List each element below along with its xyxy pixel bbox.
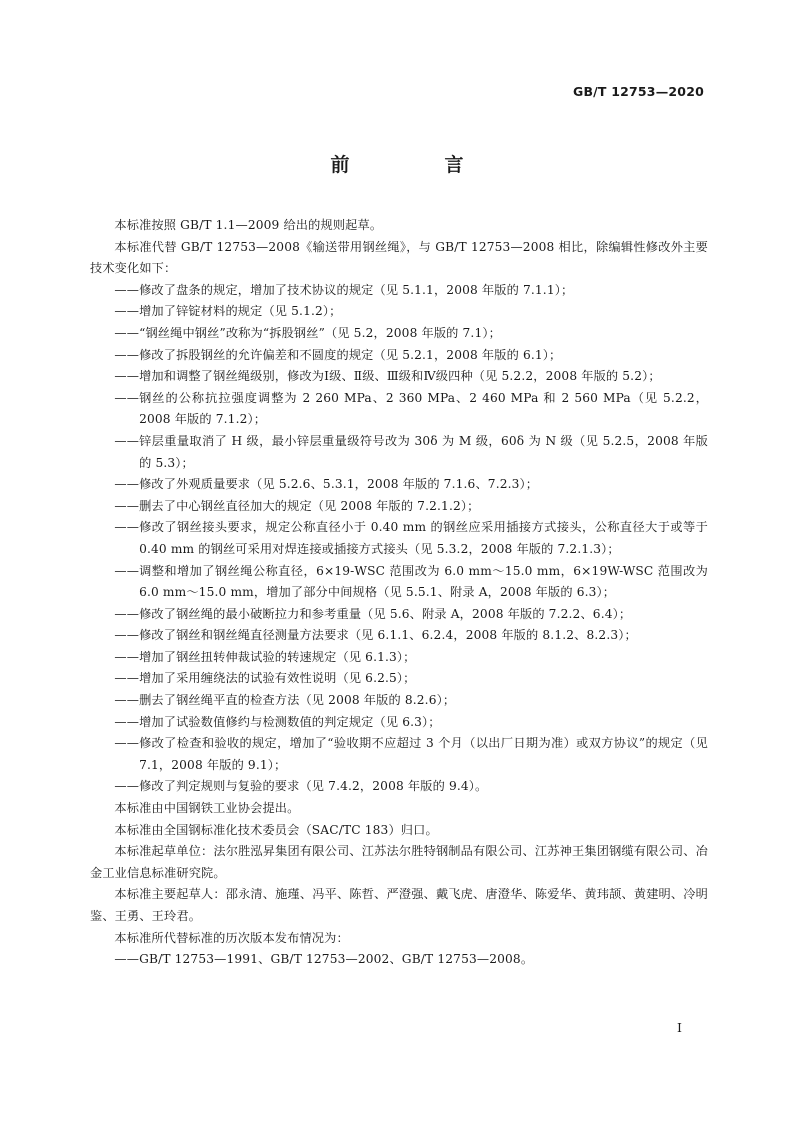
change-text: 增加了采用缠绕法的试验有效性说明（见 6.2.5）； xyxy=(139,671,416,686)
change-text: 增加和调整了钢丝绳级别，修改为Ⅰ级、Ⅱ级、Ⅲ级和Ⅳ级四种（见 5.2.2，2008 年版的 5.2）； xyxy=(139,369,661,384)
change-item xyxy=(90,561,708,604)
dash-marker: —— xyxy=(114,520,140,535)
dash-marker: —— xyxy=(114,606,140,621)
change-item xyxy=(90,517,708,560)
foreword-body xyxy=(90,215,708,971)
page-number: Ⅰ xyxy=(677,1020,682,1035)
change-text: 删去了中心钢丝直径加大的规定（见 2008 年版的 7.2.1.2）； xyxy=(139,498,480,513)
history-intro-paragraph: 本标准所代替标准的历次版本发布情况为： xyxy=(114,930,349,945)
change-item xyxy=(90,776,708,798)
dash-marker: —— xyxy=(114,952,140,967)
changes-list xyxy=(90,280,708,798)
intro-paragraph: 本标准代替 GB/T 12753—2008《输送带用钢丝绳》，与 GB/T 12753—2008 相比，除编辑性修改外主要技术变化如下： xyxy=(90,239,708,276)
dash-marker: —— xyxy=(114,282,140,297)
change-text: 增加了钢丝扭转伸裁试验的转速规定（见 6.1.3）； xyxy=(139,649,416,664)
history-item xyxy=(90,949,708,971)
change-text: 调整和增加了钢丝绳公称直径，6×19-WSC 范围改为 6.0 mm～15.0 mm，6×19W-WSC 范围改为 6.0 mm～15.0 mm，增加了部分中间规格（见 5.5.1、附录 A，2008 年版的 6.3）； xyxy=(139,563,708,600)
change-item xyxy=(90,625,708,647)
change-item xyxy=(90,733,708,776)
change-text: 增加了锌锭材料的规定（见 5.1.2）； xyxy=(139,304,342,319)
change-item xyxy=(90,474,708,496)
change-item xyxy=(90,496,708,518)
history-text: GB/T 12753—1991、GB/T 12753—2002、GB/T 12753—2008。 xyxy=(139,952,534,967)
change-item xyxy=(90,323,708,345)
change-text: 钢丝的公称抗拉强度调整为 2 260 MPa、2 360 MPa、2 460 MPa 和 2 560 MPa（见 5.2.2，2008 年版的 7.1.2）； xyxy=(139,390,708,427)
change-item xyxy=(90,366,708,388)
change-item xyxy=(90,668,708,690)
dash-marker: —— xyxy=(114,498,140,513)
proposer-paragraph: 本标准由中国钢铁工业协会提出。 xyxy=(114,801,300,816)
change-text: 修改了钢丝接头要求，规定公称直径小于 0.40 mm 的钢丝应采用插接方式接头，公称直径大于或等于 0.40 mm 的钢丝可采用对焊连接或插接方式接头（见 5.3.2，2008 年版的 7.2.1.3）； xyxy=(139,520,708,556)
dash-marker: —— xyxy=(114,693,140,708)
change-item xyxy=(90,647,708,669)
change-item xyxy=(90,604,708,626)
dash-marker: —— xyxy=(114,628,140,643)
drafting-units-paragraph: 本标准起草单位：法尔胜泓昇集团有限公司、江苏法尔胜特钢制品有限公司、江苏神王集团钢缆有限公司、冶金工业信息标准研究院。 xyxy=(90,844,708,880)
change-text: 锌层重量取消了 H 级，最小锌层重量级符号改为 30δ 为 M 级，60δ 为 N 级（见 5.2.5，2008 年版的 5.3）； xyxy=(139,433,708,470)
dash-marker: —— xyxy=(114,671,140,686)
change-text: 修改了外观质量要求（见 5.2.6、5.3.1，2008 年版的 7.1.6、7.2.3）； xyxy=(139,477,539,492)
dash-marker: —— xyxy=(114,736,140,751)
change-text: “钢丝绳中钢丝”改称为“拆股钢丝”（见 5.2，2008 年版的 7.1）； xyxy=(139,325,501,340)
change-item xyxy=(90,280,708,302)
dash-marker: —— xyxy=(114,369,140,384)
change-text: 修改了判定规则与复验的要求（见 7.4.2，2008 年版的 9.4）。 xyxy=(139,779,488,794)
change-text: 增加了试验数值修约与检测数值的判定规定（见 6.3）； xyxy=(139,714,441,729)
change-item xyxy=(90,345,708,367)
drafters-paragraph: 本标准主要起草人：邵永清、施瑾、冯平、陈哲、严澄强、戴飞虎、唐澄华、陈爱华、黄玮颉、黄建明、冷明鉴、王勇、王玲君。 xyxy=(90,887,708,923)
change-item xyxy=(90,712,708,734)
dash-marker: —— xyxy=(114,433,140,448)
change-text: 修改了盘条的规定，增加了技术协议的规定（见 5.1.1，2008 年版的 7.1.1）； xyxy=(139,282,574,297)
change-text: 删去了钢丝绳平直的检查方法（见 2008 年版的 8.2.6）； xyxy=(139,693,456,708)
change-item xyxy=(90,301,708,323)
dash-marker: —— xyxy=(114,304,140,319)
change-item xyxy=(90,690,708,712)
dash-marker: —— xyxy=(114,563,140,578)
dash-marker: —— xyxy=(114,477,140,492)
dash-marker: —— xyxy=(114,779,140,794)
change-text: 修改了钢丝绳的最小破断拉力和参考重量（见 5.6、附录 A，2008 年版的 7.2.2、6.4）； xyxy=(139,606,632,621)
change-item xyxy=(90,431,708,474)
dash-marker: —— xyxy=(114,714,140,729)
dash-marker: —— xyxy=(114,347,140,362)
standard-number: GB/T 12753—2020 xyxy=(572,84,704,99)
change-text: 修改了钢丝和钢丝绳直径测量方法要求（见 6.1.1、6.2.4，2008 年版的 8.1.2、8.2.3）； xyxy=(139,628,637,643)
dash-marker: —— xyxy=(114,325,140,340)
dash-marker: —— xyxy=(114,390,140,405)
change-text: 修改了拆股钢丝的允许偏差和不圆度的规定（见 5.2.1，2008 年版的 6.1）； xyxy=(139,347,562,362)
page-title: 前 言 xyxy=(330,154,502,176)
committee-paragraph: 本标准由全国钢标准化技术委员会（SAC/TC 183）归口。 xyxy=(114,822,438,837)
change-item xyxy=(90,388,708,431)
dash-marker: —— xyxy=(114,649,140,664)
change-text: 修改了检查和验收的规定，增加了“验收期不应超过 3 个月（以出厂日期为准）或双方协议”的规定（见 7.1，2008 年版的 9.1）； xyxy=(139,736,708,772)
intro-paragraph: 本标准按照 GB/T 1.1—2009 给出的规则起草。 xyxy=(114,218,383,232)
